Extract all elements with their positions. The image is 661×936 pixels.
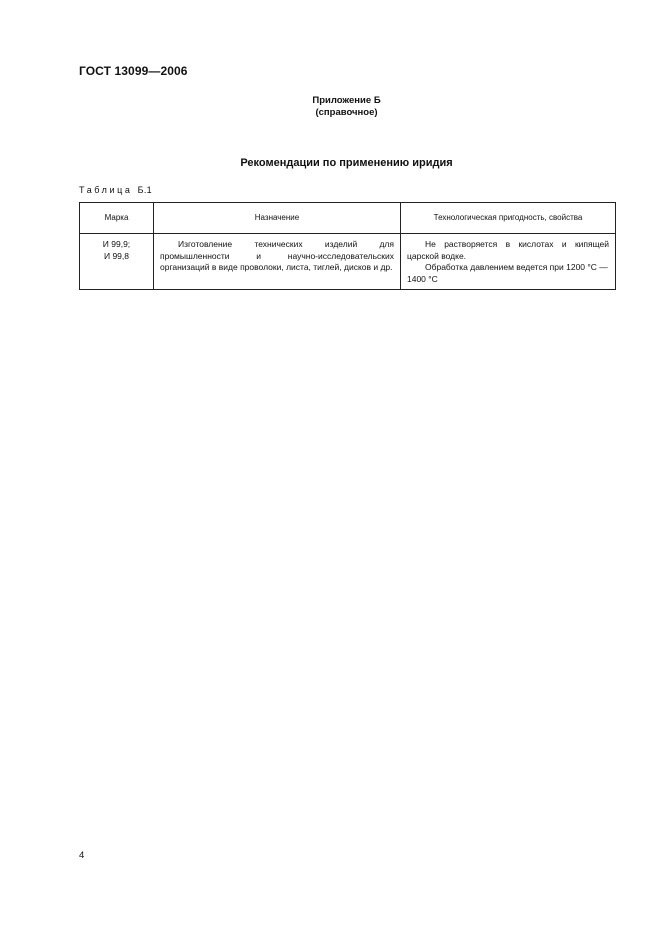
iridium-application-table: [79, 202, 616, 290]
table-caption-number: Б.1: [137, 185, 152, 195]
table-header-row: [80, 203, 616, 234]
page-number: 4: [79, 850, 85, 861]
document-standard-header: ГОСТ 13099—2006: [79, 64, 188, 78]
property-text: Не растворяется в кислотах и кипящей царской водке.: [407, 239, 609, 261]
appendix-title: Приложение Б: [312, 95, 381, 106]
appendix-kind: (справочное): [315, 107, 378, 118]
grade-value: И 99,9;: [102, 239, 131, 249]
appendix-heading: [0, 95, 661, 119]
table-caption-label: Таблица: [79, 185, 133, 195]
column-header-properties: Технологическая пригодность, свойства: [401, 203, 616, 234]
table-row: [80, 234, 616, 290]
purpose-cell: [154, 234, 401, 290]
properties-cell: [401, 234, 616, 290]
grade-value: И 99,8: [103, 250, 129, 261]
purpose-text: Изготовление технических изделий для промышленности и научно-исследовательских организаций в виде проволоки, листа, тиглей, дисков и др.: [160, 239, 394, 272]
grade-cell: [80, 234, 154, 290]
section-title: Рекомендации по применению иридия: [240, 157, 453, 169]
property-text: Обработка давлением ведется при 1200 °С —1400 °С: [407, 262, 608, 284]
column-header-purpose: Назначение: [154, 203, 401, 234]
column-header-grade: Марка: [80, 203, 154, 234]
table-caption: [79, 185, 152, 195]
